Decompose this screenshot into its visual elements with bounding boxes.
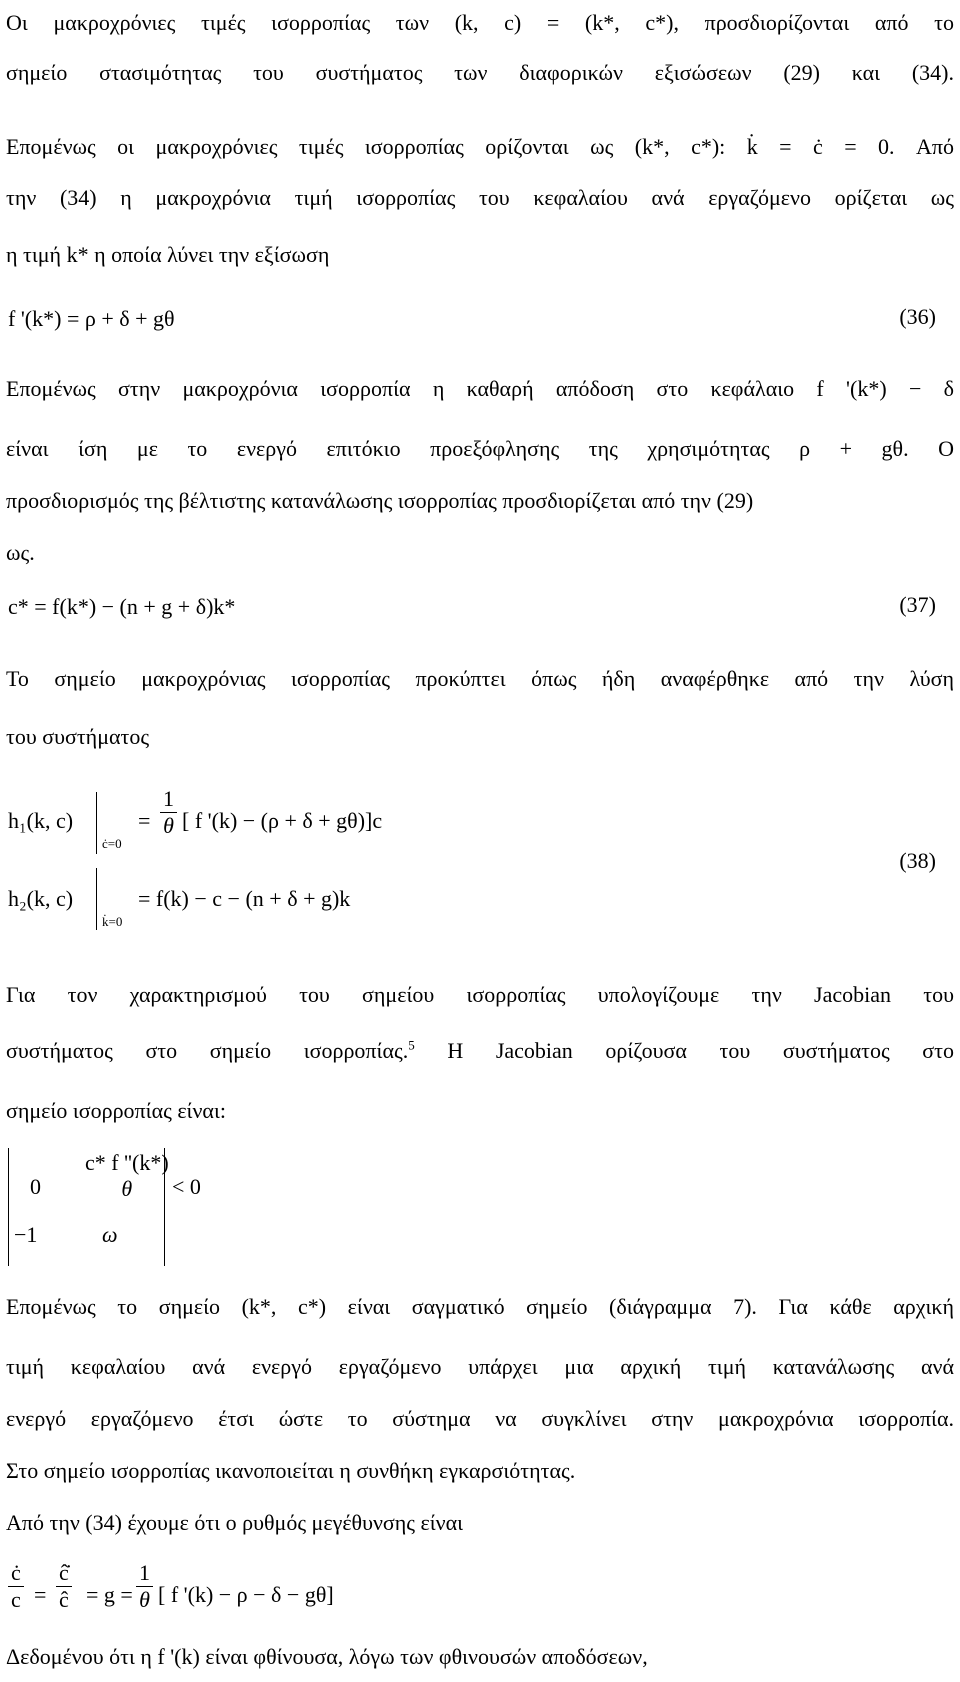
text-line: Από την (34) έχουμε ότι ο ρυθμός μεγέθυνσης είναι — [6, 1510, 464, 1535]
eq38-h2-cond: k̇=0 — [102, 914, 123, 929]
text-line: Το σημείο μακροχρόνιας ισορροπίας προκύπτει όπως ήδη αναφέρθηκε από την λύση — [6, 666, 954, 691]
text-line: Επομένως το σημείο (k*, c*) είναι σαγματικό σημείο (διάγραμμα 7). Για κάθε αρχική — [6, 1294, 954, 1319]
equals-sign: = — [138, 808, 151, 833]
eq38-h1-cond: ċ=0 — [102, 836, 122, 851]
eq38-h1-rhs: [ f '(k) − (ρ + δ + gθ)]c — [182, 808, 383, 833]
eval-bar — [96, 868, 97, 930]
equals-sign: = — [34, 1582, 47, 1607]
det-bar-left — [8, 1148, 9, 1266]
growth-frac-1 — [8, 1560, 24, 1613]
det-bar-right — [164, 1148, 165, 1266]
jac-a12-num: c* f ''(k*) — [85, 1150, 169, 1175]
equation-number-37: (37) — [899, 592, 936, 617]
eq38-h2-lhs: h₂(k, c) — [8, 886, 74, 911]
text-span: συστήματος στο σημείο ισορροπίας. — [6, 1038, 409, 1063]
eval-bar — [96, 792, 97, 854]
growth-rhs: [ f '(k) − ρ − δ − gθ] — [158, 1582, 334, 1607]
eq38-h2-rhs: = f(k) − c − (n + δ + g)k — [138, 886, 351, 911]
text-line: την (34) η μακροχρόνια τιμή ισορροπίας του κεφαλαίου ανά εργαζόμενο ορίζεται ως — [6, 185, 954, 210]
eq38-h1-lhs: h₁(k, c) — [8, 808, 74, 833]
growth-f1-num: ċ — [8, 1560, 24, 1587]
jac-a22: ω — [102, 1222, 118, 1247]
equation-36: f '(k*) = ρ + δ + gθ — [8, 306, 175, 331]
text-line: Οι μακροχρόνιες τιμές ισορροπίας των (k, c) = (k*, c*), προσδιορίζονται από το — [6, 10, 954, 35]
footnote-ref: 5 — [408, 1037, 415, 1053]
equation-number-38: (38) — [899, 848, 936, 873]
growth-frac-3 — [136, 1560, 153, 1613]
growth-f1-den: c — [11, 1587, 21, 1612]
equation-number-36: (36) — [899, 304, 936, 329]
growth-f2-den: ĉ — [59, 1587, 69, 1612]
growth-mid: = g = — [86, 1582, 133, 1607]
growth-f3-den: θ — [139, 1587, 150, 1612]
growth-f3-num: 1 — [136, 1560, 153, 1587]
jac-relation: < 0 — [172, 1174, 201, 1199]
text-line: είναι ίση με το ενεργό επιτόκιο προεξόφλησης της χρησιμότητας ρ + gθ. Ο — [6, 436, 954, 461]
eq38-h1-frac-den: θ — [163, 813, 174, 838]
text-line: σημείο στασιμότητας του συστήματος των διαφορικών εξισώσεων (29) και (34). — [6, 60, 954, 85]
growth-f2-num: ĉ̇ — [56, 1560, 72, 1587]
jac-a12 — [82, 1150, 172, 1202]
text-line: προσδιορισμός της βέλτιστης κατανάλωσης ισορροπίας προσδιορίζεται από την (29) — [6, 488, 754, 513]
text-line: η τιμή k* η οποία λύνει την εξίσωση — [6, 242, 330, 267]
eq38-h1-fraction — [160, 786, 177, 839]
text-line: του συστήματος — [6, 724, 150, 749]
text-span: Η Jacobian ορίζουσα του συστήματος στο — [414, 1038, 954, 1063]
text-line: Στο σημείο ισορροπίας ικανοποιείται η συνθήκη εγκαρσιότητας. — [6, 1458, 576, 1483]
text-line: ενεργό εργαζόμενο έτσι ώστε το σύστημα να συγκλίνει στην μακροχρόνια ισορροπία. — [6, 1406, 954, 1431]
jac-a11: 0 — [30, 1174, 41, 1199]
jac-a12-den: θ — [121, 1176, 133, 1201]
text-line: τιμή κεφαλαίου ανά ενεργό εργαζόμενο υπάρχει μια αρχική τιμή κατανάλωσης ανά — [6, 1354, 954, 1379]
eq38-h1-frac-num: 1 — [160, 786, 177, 813]
jac-a21: −1 — [14, 1222, 38, 1247]
text-line: Για τον χαρακτηρισμού του σημείου ισορροπίας υπολογίζουμε την Jacobian του — [6, 982, 954, 1007]
equation-37: c* = f(k*) − (n + g + δ)k* — [8, 594, 236, 619]
text-line: Δεδομένου ότι η f '(k) είναι φθίνουσα, λόγω των φθινουσών αποδόσεων, — [6, 1644, 648, 1669]
text-line: Επομένως οι μακροχρόνιες τιμές ισορροπίας ορίζονται ως (k*, c*): k̇ = ċ = 0. Από — [6, 134, 954, 159]
text-line — [6, 1036, 954, 1066]
growth-frac-2 — [56, 1560, 72, 1613]
text-line: Επομένως στην μακροχρόνια ισορροπία η καθαρή απόδοση στο κεφάλαιο f '(k*) − δ — [6, 376, 954, 401]
text-line: ως. — [6, 540, 35, 565]
text-line: σημείο ισορροπίας είναι: — [6, 1098, 226, 1123]
